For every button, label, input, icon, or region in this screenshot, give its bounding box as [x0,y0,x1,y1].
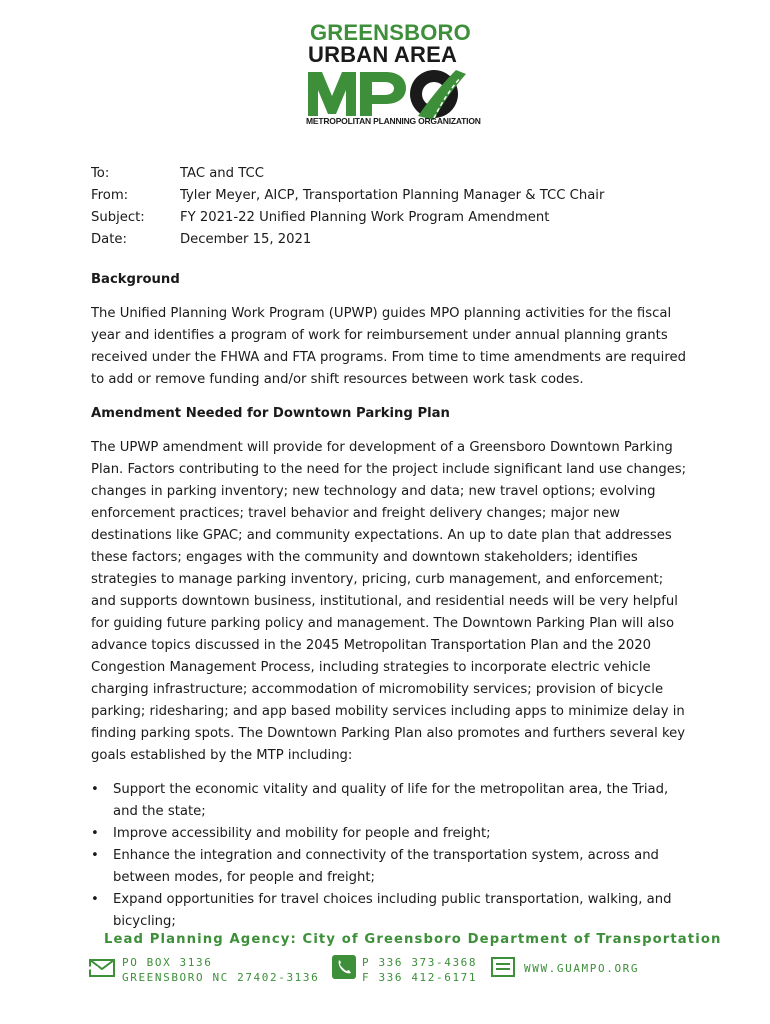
bullet-icon: • [91,892,99,907]
address-line2: GREENSBORO NC 27402-3136 [122,971,320,984]
contact-numbers [362,955,477,985]
mail-icon [88,956,116,978]
amendment-heading: Amendment Needed for Downtown Parking Plan [91,406,450,421]
memo-body [91,269,691,933]
phone-icon [331,954,357,980]
memo-date-row [91,229,604,251]
background-heading: Background [91,272,180,287]
list-item-text: Improve accessibility and mobility for people and freight; [113,826,491,841]
address-block [122,955,319,985]
mtp-goals-list [91,779,691,933]
list-item-text: Expand opportunities for travel choices including public transportation, walking, and bicycling; [113,892,672,929]
bullet-icon: • [91,782,99,797]
memo-date-label: Date: [91,232,127,247]
logo-urban-area-text: URBAN AREA [308,42,458,67]
website-address: WWW.GUAMPO.ORG [524,962,640,975]
memo-from-row [91,185,604,207]
logo-greensboro-text: GREENSBORO [310,20,471,45]
phone-number: P 336 373-4368 [362,956,478,969]
background-paragraph: The Unified Planning Work Program (UPWP) guides MPO planning activities for the fiscal year and identifies a program of work for reimbursement under annual planning grants received under the FHWA and FTA programs. From time to time amendments are required to add or remove funding and/or shift resources between work task codes. [91,306,686,387]
memo-date-value: December 15, 2021 [180,232,312,247]
memo-header [91,163,604,251]
web-icon [490,956,516,978]
memo-to-label: To: [91,166,110,181]
list-item [91,889,691,933]
memo-to-value: TAC and TCC [180,166,264,181]
bullet-icon: • [91,848,99,863]
list-item [91,845,691,889]
memo-to-row [91,163,604,185]
letterhead-footer [0,928,770,1024]
memo-subject-value: FY 2021-22 Unified Planning Work Program Amendment [180,210,550,225]
memo-subject-label: Subject: [91,210,145,225]
list-item [91,779,691,823]
list-item-text: Enhance the integration and connectivity of the transportation system, across and between modes, for people and freight; [113,848,659,885]
address-line1: PO BOX 3136 [122,956,213,969]
mpo-logo [300,20,481,130]
list-item-text: Support the economic vitality and quality of life for the metropolitan area, the Triad, and the state; [113,782,669,819]
memo-from-label: From: [91,188,129,203]
fax-number: F 336 412-6171 [362,971,478,984]
logo-subtitle: METROPOLITAN PLANNING ORGANIZATION [306,116,481,126]
memo-subject-row [91,207,604,229]
bullet-icon: • [91,826,99,841]
list-item [91,823,691,845]
amendment-paragraph: The UPWP amendment will provide for development of a Greensboro Downtown Parking Plan. Factors contributing to the need for the project include significant land use changes; changes in parking inventory; new technology and data; new travel options; evolving enforcement practices; travel behavior and freight delivery changes; major new destinations like GPAC; and community expectations. An up to date plan that addresses these factors; engages with the community and downtown stakeholders; identifies strategies to manage parking inventory, pricing, curb management, and enforcement; and supports downtown business, institutional, and residential needs will be very helpful for guiding future parking policy and management. The Downtown Parking Plan will also advance topics discussed in the 2045 Metropolitan Transportation Plan and the 2020 Congestion Management Process, including strategies to incorporate electric vehicle charging infrastructure; accommodation of micromobility services; provision of bicycle parking; ridesharing; and app based mobility services including apps to minimize delay in finding parking spots. The Downtown Parking Plan also promotes and furthers several key goals established by the MTP including: [91,440,687,763]
memo-from-value: Tyler Meyer, AICP, Transportation Planning Manager & TCC Chair [180,188,605,203]
lead-agency-text: Lead Planning Agency: City of Greensboro Department of Transportation [104,932,722,947]
